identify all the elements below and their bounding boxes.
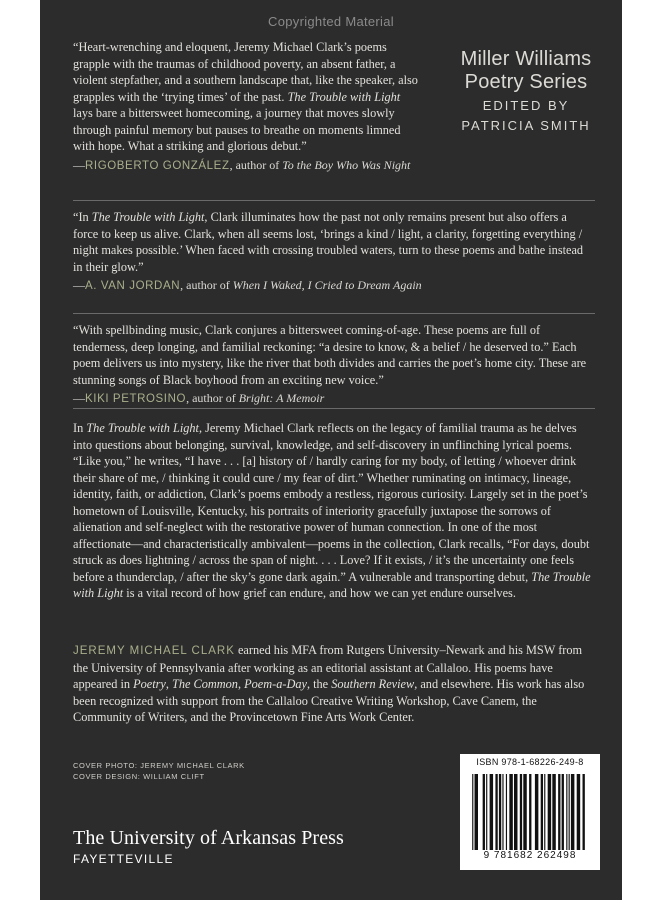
blurb-attribution: —A. VAN JORDAN, author of When I Waked, I Cried to Dream Again bbox=[73, 278, 422, 292]
publisher-name: The University of Arkansas Press bbox=[73, 827, 344, 849]
blurb-attribution: —KIKI PETROSINO, author of Bright: A Memoir bbox=[73, 391, 325, 405]
author-of-text: , author of bbox=[229, 157, 283, 172]
blurb-3 bbox=[73, 322, 593, 407]
author-of-text: , author of bbox=[180, 278, 233, 292]
cover-design-credit: COVER DESIGN: WILLIAM CLIFT bbox=[73, 772, 205, 781]
barcode-bar bbox=[499, 774, 501, 850]
cover-photo-credit: COVER PHOTO: JEREMY MICHAEL CLARK bbox=[73, 761, 245, 770]
series-block bbox=[436, 48, 616, 134]
blurb-text: “With spellbinding music, Clark conjures a bittersweet coming-of-age. These poems are full of tenderness, deep longing, and familial reckoning: “a desire to know, & a belief / he deserved to.” Each poem delivers us into mystery, like the river that both divides and carries the poet’s home city. These are stunning songs of Black boyhood from an exciting new voice.” bbox=[73, 323, 587, 387]
author-of-text: , author of bbox=[186, 391, 239, 405]
series-name-line1: Miller Williams bbox=[460, 48, 592, 70]
book-back-cover bbox=[40, 0, 622, 900]
barcode-bar bbox=[583, 774, 585, 850]
barcode-bar bbox=[475, 774, 478, 850]
barcode-bar bbox=[506, 774, 507, 850]
blurb-author: A. VAN JORDAN bbox=[85, 280, 181, 292]
barcode-bar bbox=[523, 774, 526, 850]
blurb-text: “Heart-wrenching and eloquent, Jeremy Michael Clark’s poems grapple with the traumas of childhood poverty, an absent father, a violent stepfather, and a southern landscape that, like the speaker, also grapples with the ‘trying times’ of the past. The Trouble with Light lays bare a bittersweet homecoming, a journey that moves slowly through painful memory but pauses to breathe on moments limned with hope. What a striking and glorious debut.” bbox=[73, 40, 418, 153]
isbn-label: ISBN 978-1-68226-249-8 bbox=[476, 757, 584, 767]
bio-author-name: JEREMY MICHAEL CLARK bbox=[73, 645, 235, 657]
barcode-bar bbox=[569, 774, 570, 850]
isbn-barcode-box bbox=[460, 754, 600, 870]
bio-body: earned his MFA from Rutgers University–Newark and his MSW from the University of Pennsylvania after working as an editorial assistant at Callaloo. His poems have appeared in Poetry, The Common, Poem-a-Day, the Southern Review, and elsewhere. His work has also been recognized with support from the Callaloo Creative Writing Workshop, Cave Canem, the Community of Writers, and the Provincetown Fine Arts Work Center. bbox=[73, 643, 585, 724]
blurb-author-book: When I Waked, I Cried to Dream Again bbox=[232, 278, 422, 292]
barcode-bar bbox=[509, 774, 512, 850]
blurb-2 bbox=[73, 209, 593, 294]
series-editor: PATRICIA SMITH bbox=[461, 118, 591, 133]
blurb-1 bbox=[73, 39, 423, 174]
edited-by-label: EDITED BY bbox=[482, 98, 570, 113]
publisher-block bbox=[73, 826, 344, 866]
bio-text bbox=[73, 642, 593, 726]
barcode-bar bbox=[535, 774, 538, 850]
barcode-number: 9 781682 262498 bbox=[483, 850, 577, 861]
barcode-bar bbox=[520, 774, 522, 850]
barcode-bar bbox=[472, 774, 473, 850]
barcode-bar bbox=[495, 774, 497, 850]
author-bio bbox=[73, 642, 593, 726]
barcode-bar bbox=[577, 774, 580, 850]
publisher-city: FAYETTEVILLE bbox=[73, 852, 174, 866]
blurb-attribution: —RIGOBERTO GONZÁLEZ, author of To the Boy Who Was Night bbox=[73, 157, 411, 172]
series-name-line2: Poetry Series bbox=[464, 71, 588, 93]
blurb-author-book: To the Boy Who Was Night bbox=[282, 157, 411, 172]
cover-credits bbox=[73, 760, 245, 782]
barcode-bar bbox=[548, 774, 551, 850]
barcode-bar bbox=[566, 774, 567, 850]
barcode-bar bbox=[544, 774, 545, 850]
divider bbox=[73, 200, 595, 201]
barcode-bar bbox=[541, 774, 543, 850]
divider bbox=[73, 408, 595, 409]
barcode-bar bbox=[486, 774, 487, 850]
barcode-bar bbox=[502, 774, 503, 850]
barcode-bar bbox=[483, 774, 485, 850]
barcode-bar bbox=[571, 774, 574, 850]
barcode-bar bbox=[562, 774, 564, 850]
blurb-text: “In The Trouble with Light, Clark illuminates how the past not only remains present but also offers a force to keep us alive. Clark, when all seems lost, ‘brings a kind / light, a clarity, forgetting everything / night makes possible.’ When faced with crossing troubled waters, turn to these poems and bathe instead in their glow.” bbox=[73, 210, 584, 274]
barcode-bar bbox=[490, 774, 493, 850]
barcode-bar bbox=[529, 774, 531, 850]
blurb-author-book: Bright: A Memoir bbox=[238, 391, 325, 405]
barcode-bar bbox=[514, 774, 517, 850]
book-description bbox=[73, 420, 593, 602]
blurb-author: RIGOBERTO GONZÁLEZ bbox=[85, 159, 230, 172]
description-text: In The Trouble with Light, Jeremy Michael Clark reflects on the legacy of familial trauma as he delves into questions about belonging, survival, knowledge, and self-discovery in unflinching lyrical poems. “Like you,” he writes, “I have . . . [a] history of / hardly caring for my body, of letting / whoever drink their share of me, / thinking it could cure / my fear of dirt.” Whether ruminating on intimacy, lineage, identity, faith, or addiction, Clark’s poems embody a restless, rigorous curiosity. Largely set in the poet’s hometown of Louisville, Kentucky, his portraits of interiority gracefully juxtapose the sorrows of alienation and self-neglect with the restorative power of human connection. In one of the most affectionate—and characteristically ambivalent—poems in the collection, Clark recalls, “For days, doubt struck as does lightning / across the span of night. . . . Love? If it exists, / it’s the uncertainty one feels before a thunderclap, / after the sky’s gone dark again.” A vulnerable and transporting debut, The Trouble with Light is a vital record of how grief can endure, and how we can yet endure ourselves. bbox=[73, 421, 591, 600]
barcode-image bbox=[466, 774, 594, 850]
divider bbox=[73, 313, 595, 314]
barcode-bar bbox=[552, 774, 555, 850]
blurb-author: KIKI PETROSINO bbox=[85, 393, 187, 405]
barcode-bar bbox=[558, 774, 560, 850]
copyright-watermark: Copyrighted Material bbox=[268, 14, 394, 29]
